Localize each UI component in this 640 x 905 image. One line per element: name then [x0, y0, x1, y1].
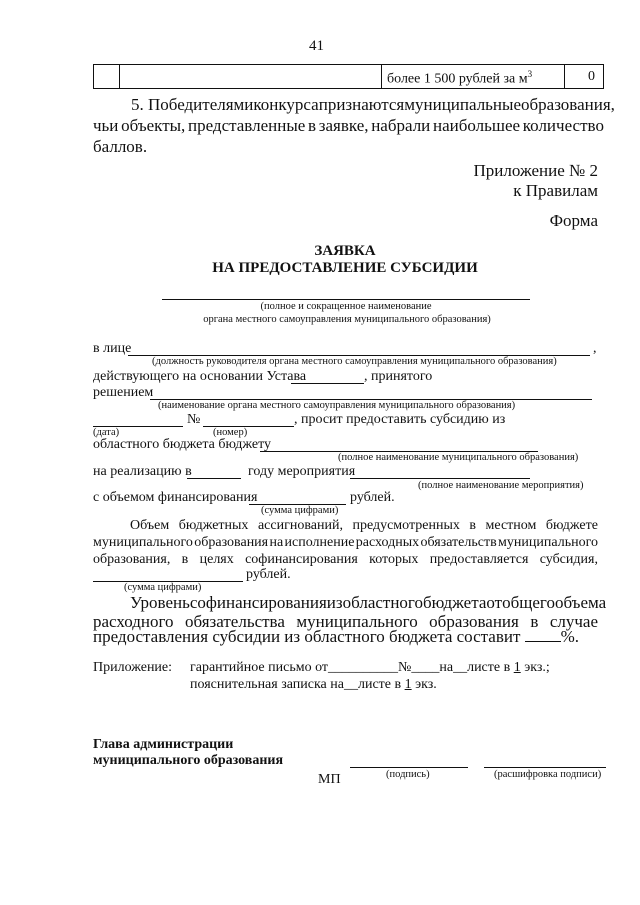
- attachment-item-2-text: пояснительная записка на__листе в: [190, 677, 405, 692]
- appendix-subtitle: к Правилам: [513, 181, 598, 200]
- finance-suffix: рублей.: [350, 490, 395, 505]
- alloc-line3-word: предоставляется: [429, 552, 529, 567]
- attachment-item-2-copies: 1: [404, 677, 412, 692]
- alloc-line1-word: Объем: [130, 518, 170, 533]
- alloc-line1-word: ассигнований,: [257, 518, 343, 533]
- org-name-line: [162, 299, 530, 300]
- alloc-line3-word: которых: [369, 552, 419, 567]
- table-cell-divider-2: [564, 65, 565, 88]
- realization-prefix: на реализацию в: [93, 464, 192, 479]
- alloc-line2-word: образования: [194, 535, 269, 550]
- alloc-line3-word: софинансирования: [245, 552, 358, 567]
- cofin-line2-word: в: [530, 612, 539, 631]
- alloc-line2-word: расходных: [355, 535, 420, 550]
- alloc-line1-word: местном: [485, 518, 537, 533]
- cofin-percent-line: [525, 627, 561, 642]
- form-label: Форма: [549, 211, 598, 230]
- year-line: [187, 478, 241, 479]
- alloc-line1-word: бюджете: [545, 518, 598, 533]
- table-cell-divider: [381, 65, 382, 88]
- alloc-line2-word: муниципального: [498, 535, 598, 550]
- page-number: 41: [309, 38, 324, 54]
- alloc-line1: [130, 518, 598, 536]
- charter-line: [291, 383, 364, 384]
- attachment-item-1-copies: 1: [513, 660, 521, 675]
- number-caption: (номер): [213, 427, 248, 438]
- cofin-line2-word: расходного: [93, 612, 174, 631]
- budget-caption: (полное наименование муниципального образования): [338, 452, 579, 463]
- signature-decode-line: [484, 767, 606, 768]
- number-sign: №: [187, 412, 201, 427]
- alloc-line1-word: в: [469, 518, 477, 533]
- para5-line2-word: количество: [522, 116, 604, 135]
- heading-line2: НА ПРЕДОСТАВЛЕНИЕ СУБСИДИИ: [212, 260, 478, 276]
- finance-prefix: с объемом финансирования: [93, 490, 258, 505]
- org-caption-1: (полное и сокращенное наименование: [260, 301, 432, 312]
- para5-line2-word: чьи: [93, 116, 119, 135]
- criteria-superscript: 3: [527, 69, 533, 79]
- para5-line2: [93, 116, 604, 136]
- criteria-text: более 1 500 рублей за м: [387, 71, 528, 87]
- attachment-item-1-text: гарантийное письмо от__________№____на__листе в: [190, 660, 514, 675]
- cofin-line1-word: общего: [502, 593, 555, 612]
- table-cell-empty-1: [119, 65, 120, 88]
- para5-line3: баллов.: [93, 137, 148, 156]
- para5-line1-word: муниципальные: [404, 95, 521, 114]
- cofin-line1-word: Уровень: [130, 593, 190, 612]
- alloc-line3-word: в: [181, 552, 189, 567]
- cofin-line2-word: обязательства: [185, 612, 285, 631]
- para5-line2-word: наибольшее: [432, 116, 521, 135]
- alloc-line3-word: субсидия,: [539, 552, 598, 567]
- decision-caption: (наименование органа местного самоуправления муниципального образования): [158, 400, 516, 411]
- cofin-line1: [130, 593, 607, 613]
- para5-line1-word: признаются: [318, 95, 405, 114]
- cofin-line2-word: случае: [549, 612, 598, 631]
- signature-title-1: Глава администрации: [93, 737, 234, 752]
- cofin-line2-word: муниципального: [296, 612, 418, 631]
- cofin-line3: [93, 627, 579, 647]
- alloc-line2-word: обязательств: [420, 535, 497, 550]
- para5-line1-word: 5. Победителями: [131, 95, 254, 114]
- para5-line2-word: объекты,: [121, 116, 186, 135]
- para5-line1-word: образования,: [521, 95, 615, 114]
- para5-line2-word: набрали: [371, 116, 431, 135]
- sum-caption-2: (сумма цифрами): [124, 582, 202, 593]
- acting-suffix: , принятого: [364, 369, 433, 384]
- alloc-line2: [93, 535, 598, 553]
- signature-caption: (подпись): [386, 769, 430, 780]
- in-person-label: в лице: [93, 341, 132, 356]
- signature-title-2: муниципального образования: [93, 753, 284, 768]
- request-text: , просит предоставить субсидию из: [294, 412, 506, 427]
- cofin-line3-prefix: предоставления субсидии из областного бюджета составит: [93, 627, 521, 646]
- cofin-line3-suffix: %.: [560, 627, 580, 646]
- para5-line2-word: заявке,: [318, 116, 369, 135]
- decision-label: решением: [93, 385, 154, 400]
- org-caption-2: органа местного самоуправления муниципального образования): [203, 314, 491, 325]
- cofin-line1-word: объема: [554, 593, 607, 612]
- criteria-table-row: [93, 64, 604, 89]
- alloc-line1-word: бюджетных: [178, 518, 249, 533]
- event-caption: (полное наименование мероприятия): [418, 480, 584, 491]
- para5-line2-word: представленные: [188, 116, 306, 135]
- cofin-line1-word: областного: [342, 593, 423, 612]
- sum-caption: (сумма цифрами): [261, 505, 339, 516]
- cofin-line1-word: софинансирования: [189, 593, 327, 612]
- attachment-item-2-end: экз.: [411, 677, 437, 692]
- alloc-line3-word: целях: [199, 552, 234, 567]
- appendix-title: Приложение № 2: [473, 161, 598, 180]
- alloc-line3-word: образования,: [93, 552, 171, 567]
- cofin-line2-word: образования: [429, 612, 519, 631]
- acting-prefix: действующего на основании Устава: [93, 369, 307, 384]
- attachment-item-2: [190, 677, 437, 693]
- alloc-line2-word: исполнение: [284, 535, 355, 550]
- in-person-comma: ,: [593, 341, 597, 356]
- table-cell-score: 0: [588, 69, 595, 84]
- realization-mid: году мероприятия: [248, 464, 356, 479]
- attachments-label: Приложение:: [93, 660, 173, 675]
- para5-line1: [93, 95, 615, 115]
- event-line: [350, 478, 530, 479]
- attachment-item-1-end: экз.;: [520, 660, 550, 675]
- cofin-line1-word: из: [326, 593, 343, 612]
- table-cell-criteria: [387, 69, 532, 88]
- heading-line1: ЗАЯВКА: [314, 243, 376, 259]
- para5-line2-word: в: [308, 116, 317, 135]
- signature-line: [350, 767, 468, 768]
- cofin-line1-word: бюджета: [423, 593, 487, 612]
- date-caption: (дата): [93, 427, 120, 438]
- alloc-line1-word: предусмотренных: [352, 518, 460, 533]
- budget-label: областного бюджета бюджету: [93, 437, 272, 452]
- alloc-rub: рублей.: [246, 567, 291, 582]
- stamp-place: МП: [318, 772, 341, 787]
- attachment-item-1: [190, 660, 550, 676]
- para5-line1-word: конкурса: [253, 95, 319, 114]
- alloc-line2-word: на: [269, 535, 284, 550]
- cofin-line1-word: от: [486, 593, 503, 612]
- signature-decode-caption: (расшифровка подписи): [494, 769, 602, 780]
- alloc-line3: [93, 552, 598, 570]
- alloc-line2-word: муниципального: [93, 535, 193, 550]
- head-caption: (должность руководителя органа местного самоуправления муниципального образования): [152, 356, 557, 367]
